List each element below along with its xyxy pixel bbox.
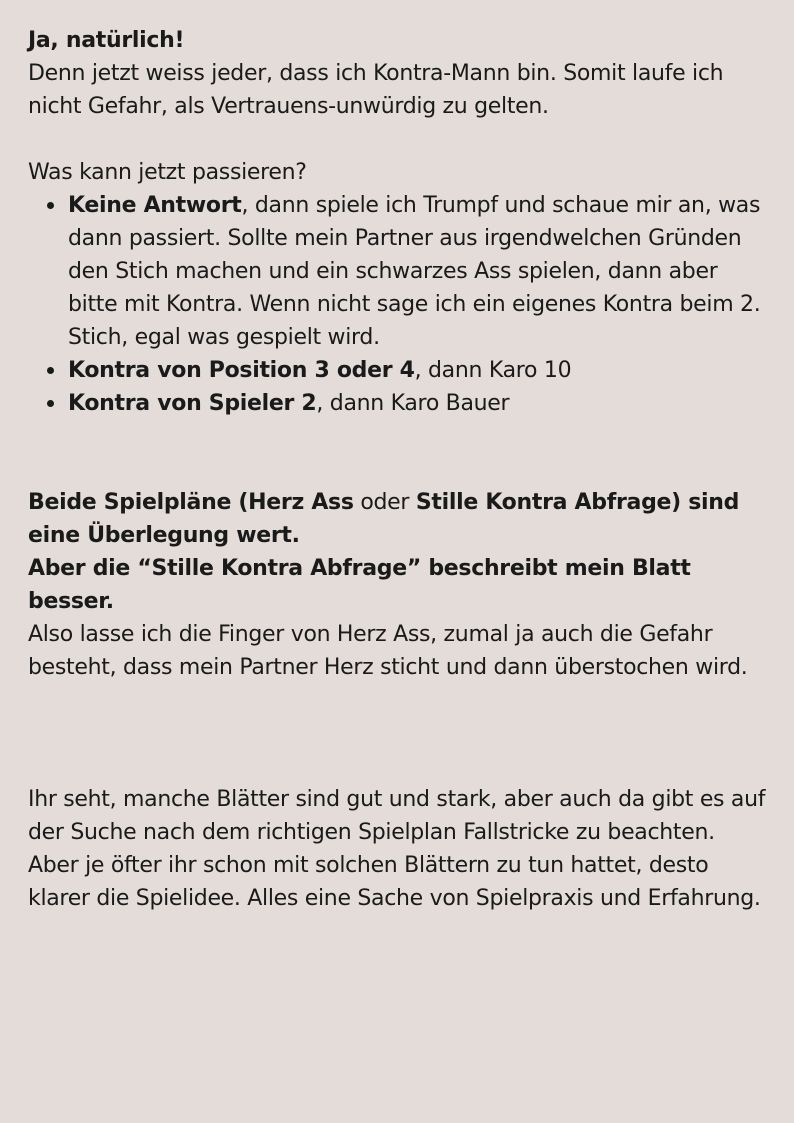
list-item: Kontra von Position 3 oder 4, dann Karo 10 bbox=[68, 354, 766, 387]
spacer bbox=[28, 123, 766, 156]
spacer bbox=[28, 684, 766, 783]
conclusion-paragraph-2: Aber je öfter ihr schon mit solchen Blättern zu tun hattet, desto klarer die Spielidee. Alles eine Sache von Spielpraxis und Erfahrung. bbox=[28, 853, 761, 911]
question-text: Was kann jetzt passieren? bbox=[28, 160, 307, 185]
spacer bbox=[28, 420, 766, 486]
list-item: Kontra von Spieler 2, dann Karo Bauer bbox=[68, 387, 766, 420]
intro-text: Denn jetzt weiss jeder, dass ich Kontra-Mann bin. Somit laufe ich nicht Gefahr, als Vertrauens-unwürdig zu gelten. bbox=[28, 61, 724, 119]
options-list bbox=[28, 189, 766, 420]
conclusion-paragraph-1: Ihr seht, manche Blätter sind gut und stark, aber auch da gibt es auf der Suche nach dem richtigen Spielplan Fallstricke zu beachten. bbox=[28, 787, 766, 845]
list-item: Keine Antwort, dann spiele ich Trumpf und schaue mir an, was dann passiert. Sollte mein Partner aus irgendwelchen Gründen den Stich machen und ein schwarzes Ass spielen, dann aber bitte mit Kontra. Wenn nicht sage ich ein eigenes Kontra beim 2. Stich, egal was gespielt wird. bbox=[68, 189, 766, 354]
intro-heading: Ja, natürlich! bbox=[28, 28, 185, 53]
plans-conclusion: Aber die “Stille Kontra Abfrage” beschreibt mein Blatt besser. bbox=[28, 556, 691, 614]
plans-paragraph: Beide Spielpläne (Herz Ass oder Stille Kontra Abfrage) sind eine Überlegung wert. bbox=[28, 490, 740, 548]
plans-text: Also lasse ich die Finger von Herz Ass, zumal ja auch die Gefahr besteht, dass mein Partner Herz sticht und dann überstochen wird. bbox=[28, 622, 748, 680]
